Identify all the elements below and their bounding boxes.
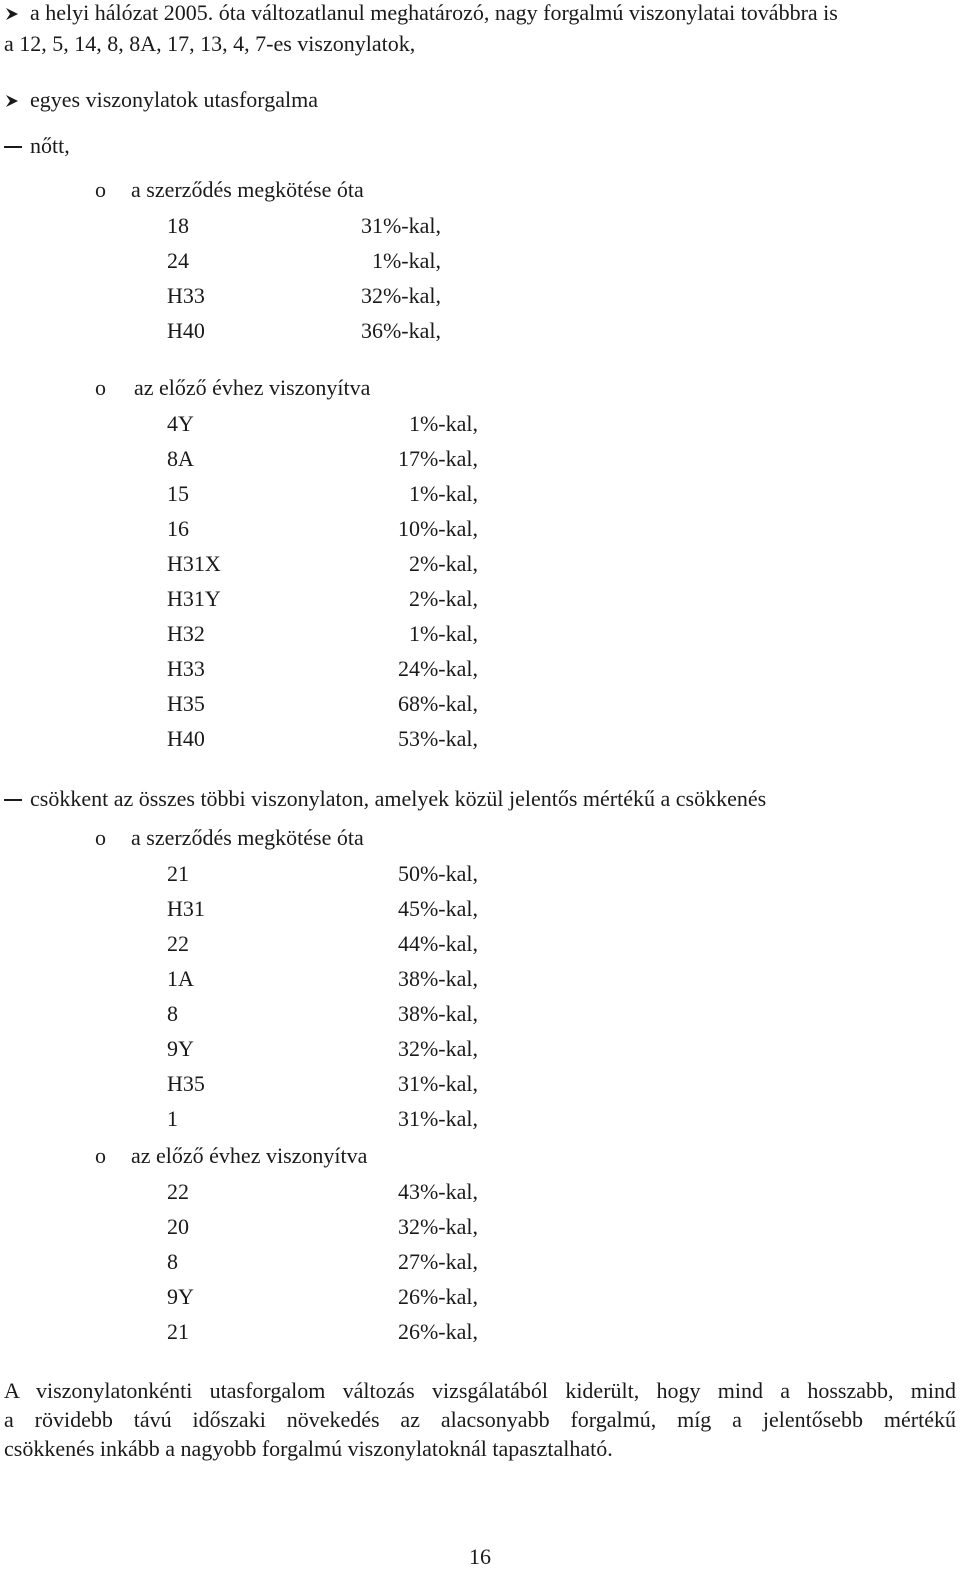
route-code: H40 — [167, 726, 205, 751]
sub-heading-text: a szerződés megkötése óta — [131, 825, 364, 850]
change-rate: 32%-kal, — [397, 1036, 478, 1061]
change-rate: 27%-kal, — [397, 1249, 478, 1274]
summary-line: A viszonylatonkénti utasforgalom változás vizsgálatából kiderült, hogy mind a hosszabb, mind — [4, 1378, 956, 1403]
change-rate: 31%-kal, — [397, 1071, 478, 1096]
route-code: H40 — [167, 318, 205, 343]
route-code: H31X — [167, 551, 221, 576]
circle-bullet-icon: o — [95, 177, 106, 202]
change-rate: 26%-kal, — [397, 1319, 478, 1344]
route-code: 9Y — [167, 1284, 194, 1309]
circle-bullet-icon: o — [95, 825, 106, 850]
bullet-text: a helyi hálózat 2005. óta változatlanul meghatározó, nagy forgalmú viszonylatai továbbra is — [30, 0, 838, 25]
route-code: 8 — [167, 1001, 178, 1026]
change-rate: 32%-kal, — [360, 283, 441, 308]
arrow-bullet-icon — [4, 93, 20, 109]
change-rate: 43%-kal, — [397, 1179, 478, 1204]
dash-bullet-icon — [4, 146, 22, 148]
summary-paragraph — [4, 1376, 956, 1463]
change-rate: 26%-kal, — [397, 1284, 478, 1309]
route-code: 9Y — [167, 1036, 194, 1061]
change-rate: 1%-kal, — [371, 248, 441, 273]
change-rate: 1%-kal, — [408, 411, 478, 436]
sub-heading-text: az előző évhez viszonyítva — [134, 375, 371, 400]
circle-bullet-icon: o — [95, 375, 106, 400]
sub-heading-text: a szerződés megkötése óta — [131, 177, 364, 202]
change-rate: 1%-kal, — [408, 621, 478, 646]
change-rate: 24%-kal, — [397, 656, 478, 681]
change-rate: 32%-kal, — [397, 1214, 478, 1239]
route-code: H33 — [167, 656, 205, 681]
route-code: H33 — [167, 283, 205, 308]
route-code: H35 — [167, 1071, 205, 1096]
dash-text: nőtt, — [30, 133, 70, 158]
route-code: 20 — [167, 1214, 189, 1239]
route-code: 4Y — [167, 411, 194, 436]
route-code: 15 — [167, 481, 189, 506]
route-code: 24 — [167, 248, 189, 273]
change-rate: 31%-kal, — [397, 1106, 478, 1131]
route-code: 21 — [167, 1319, 189, 1344]
change-rate: 44%-kal, — [397, 931, 478, 956]
route-code: 1 — [167, 1106, 178, 1131]
change-rate: 1%-kal, — [408, 481, 478, 506]
page-number: 16 — [469, 1544, 491, 1569]
change-rate: 38%-kal, — [397, 966, 478, 991]
route-code: 22 — [167, 931, 189, 956]
change-rate: 2%-kal, — [408, 551, 478, 576]
route-code: H35 — [167, 691, 205, 716]
arrow-bullet-icon — [4, 6, 20, 22]
route-code: 18 — [167, 213, 189, 238]
dash-text: csökkent az összes többi viszonylaton, amelyek közül jelentős mértékű a csökkenés — [30, 786, 767, 811]
summary-line: csökkenés inkább a nagyobb forgalmú viszonylatoknál tapasztalható. — [4, 1436, 613, 1461]
route-code: 8A — [167, 446, 194, 471]
summary-line: a rövidebb távú időszaki növekedés az alacsonyabb forgalmú, míg a jelentősebb mértékű — [4, 1407, 956, 1432]
change-rate: 31%-kal, — [360, 213, 441, 238]
route-code: H31 — [167, 896, 205, 921]
change-rate: 45%-kal, — [397, 896, 478, 921]
change-rate: 17%-kal, — [397, 446, 478, 471]
change-rate: 68%-kal, — [397, 691, 478, 716]
bullet-text-continued: a 12, 5, 14, 8, 8A, 17, 13, 4, 7-es viszonylatok, — [4, 31, 416, 56]
route-code: 21 — [167, 861, 189, 886]
change-rate: 50%-kal, — [397, 861, 478, 886]
change-rate: 38%-kal, — [397, 1001, 478, 1026]
route-code: 8 — [167, 1249, 178, 1274]
route-code: 1A — [167, 966, 194, 991]
route-code: 16 — [167, 516, 189, 541]
route-code: H31Y — [167, 586, 221, 611]
change-rate: 53%-kal, — [397, 726, 478, 751]
route-code: H32 — [167, 621, 205, 646]
route-code: 22 — [167, 1179, 189, 1204]
circle-bullet-icon: o — [95, 1143, 106, 1168]
change-rate: 2%-kal, — [408, 586, 478, 611]
change-rate: 36%-kal, — [360, 318, 441, 343]
sub-heading-text: az előző évhez viszonyítva — [131, 1143, 368, 1168]
bullet-text: egyes viszonylatok utasforgalma — [30, 87, 318, 112]
change-rate: 10%-kal, — [397, 516, 478, 541]
dash-bullet-icon — [4, 799, 22, 801]
